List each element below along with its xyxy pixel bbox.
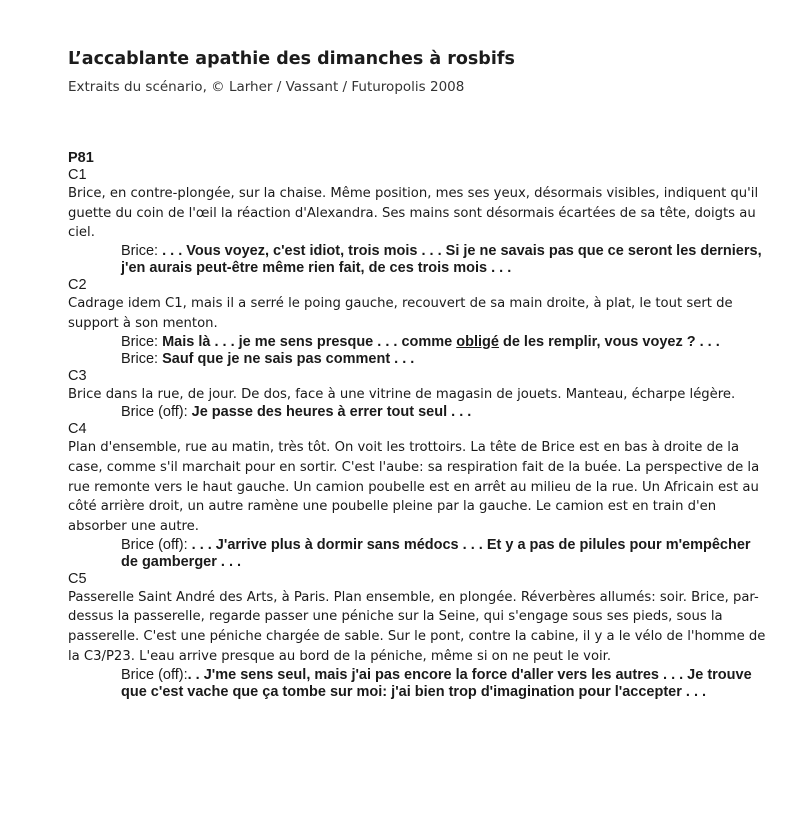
underlined-word: obligé	[456, 333, 499, 350]
speaker-label: Brice:	[121, 243, 163, 260]
speaker-label: Brice (off):	[121, 536, 192, 553]
dialogue-text: Je passe des heures à errer tout seul . . .	[191, 404, 472, 421]
case-label-c2: C2	[68, 277, 87, 294]
document-subtitle: Extraits du scénario, © Larher / Vassant / Futuropolis 2008	[68, 79, 465, 95]
case-label-c3: C3	[68, 367, 87, 384]
dialogue-line	[68, 537, 768, 571]
document-title: L’accablante apathie des dimanches à rosbifs	[68, 49, 515, 69]
speaker-label: Brice (off):	[121, 666, 188, 683]
case-description-c5: Passerelle Saint André des Arts, à Paris. Plan ensemble, en plongée. Réverbères allumés: soir. Brice, par-dessus la passerelle, regarde passer une péniche sur la Seine, qui s'engage sous ses pieds, sous la passerelle. C'est une péniche chargée de sable. Sur le pont, contre la cabine, il y a le vélo de l'homme de la C3/P23. L'eau arrive presque au bord de la péniche, même si on ne peut le voir.	[68, 589, 766, 664]
case-description-c3: Brice dans la rue, de jour. De dos, face à une vitrine de magasin de jouets. Manteau, écharpe légère.	[68, 386, 736, 402]
script-excerpt	[68, 150, 768, 701]
dialogue-line	[68, 351, 768, 368]
page-label: P81	[68, 150, 94, 166]
case-label-c1: C1	[68, 167, 87, 183]
speaker-label: Brice:	[121, 333, 163, 350]
case-label-c4: C4	[68, 421, 87, 438]
dialogue-line	[68, 243, 768, 277]
dialogue-text: . . . Vous voyez, c'est idiot, trois mois . . . Si je ne savais pas que ce seront les derniers, j'en aurais peut-être même rien fait, de ces trois mois . . .	[121, 243, 762, 277]
speaker-label: Brice:	[121, 350, 163, 367]
case-label-c5: C5	[68, 570, 87, 587]
speaker-label: Brice (off):	[121, 404, 192, 421]
dialogue-text: . . J'me sens seul, mais j'ai pas encore la force d'aller vers les autres . . . Je trouve que c'est vache que ça tombe sur moi: j'ai bien trop d'imagination pour l'accepter . . .	[121, 666, 752, 700]
dialogue-line	[68, 667, 768, 701]
dialogue-line	[68, 404, 768, 421]
dialogue-text: Sauf que je ne sais pas comment . . .	[162, 350, 415, 367]
dialogue-text: Mais là . . . je me sens presque . . . comme	[162, 333, 457, 350]
case-description-c1: Brice, en contre-plongée, sur la chaise. Même position, mes ses yeux, désormais visibles, indiquent qu'il guette du coin de l'œil la réaction d'Alexandra. Ses mains sont désormais écartées de sa tête, doigts au ciel.	[68, 186, 759, 241]
dialogue-line	[68, 334, 768, 351]
dialogue-text: de les remplir, vous voyez ? . . .	[498, 333, 720, 350]
dialogue-text: . . . J'arrive plus à dormir sans médocs . . . Et y a pas de pilules pour m'empêcher de gamberger . . .	[121, 536, 751, 570]
case-description-c2: Cadrage idem C1, mais il a serré le poing gauche, recouvert de sa main droite, à plat, le tout sert de support à son menton.	[68, 296, 733, 331]
case-description-c4: Plan d'ensemble, rue au matin, très tôt. On voit les trottoirs. La tête de Brice est en bas à droite de la case, comme s'il marchait pour en sortir. C'est l'aube: sa respiration fait de la buée. La perspective de la rue remonte vers le haut gauche. Un camion poubelle est en arrêt au milieu de la rue. Un Africain est au côté arrière droit, un autre ramène une poubelle pleine par la gauche. Le camion est en train d'en absorber une autre.	[68, 440, 760, 535]
